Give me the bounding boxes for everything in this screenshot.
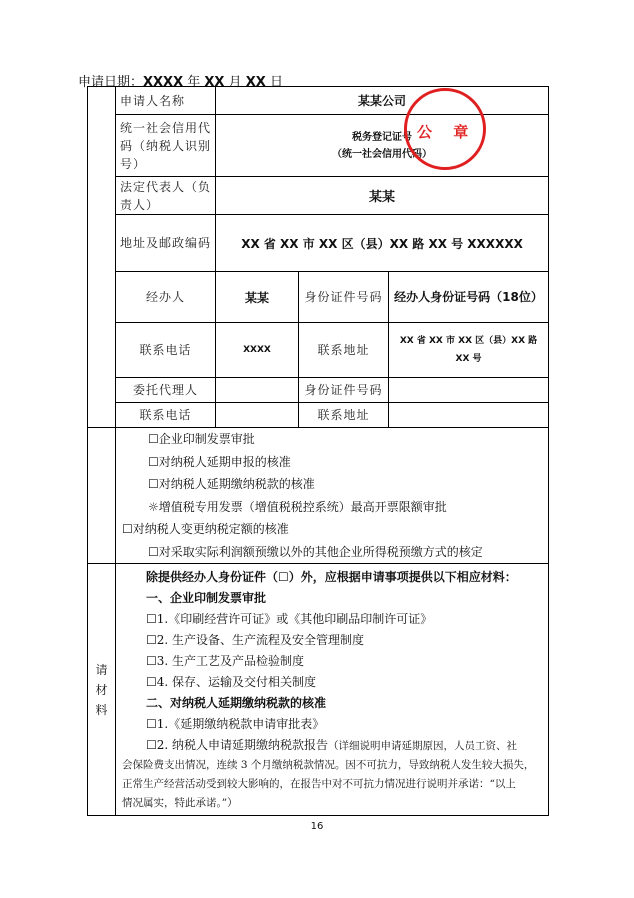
date-label: 申请日期：	[78, 75, 144, 90]
matter-item[interactable]: ☐企业印制发票审批	[148, 432, 255, 446]
matters-list	[122, 428, 544, 563]
handler-value: 某某	[216, 272, 299, 323]
matter-item[interactable]: ☐对纳税人延期申报的核准	[148, 454, 291, 469]
seal-text: 公 章	[417, 123, 477, 141]
credit-code-line2: （统一社会信用代码）	[332, 148, 432, 160]
side-label-char: 请	[95, 662, 108, 677]
section1-title: 一、企业印制发票审批	[146, 591, 267, 605]
material-item[interactable]: ☐2. 生产设备、生产流程及安全管理制度	[146, 633, 365, 647]
year-unit: 年	[187, 75, 201, 90]
material-note-line: 情况属实，特此承诺。”）	[122, 797, 238, 809]
agent-id-label: 身份证件号码	[299, 378, 389, 403]
material-item[interactable]: ☐1.《印刷经营许可证》或《其他印刷品印制许可证》	[146, 612, 433, 626]
side-label-char: 材	[95, 682, 108, 697]
company-seal	[404, 88, 486, 170]
matters-cell	[116, 428, 549, 564]
year-field: XXXX	[143, 75, 184, 90]
materials-intro: 除提供经办人身份证件（☐）外，应根据申请事项提供以下相应材料：	[146, 570, 517, 584]
materials-side-label	[88, 564, 116, 816]
applicant-name-label: 申请人名称	[116, 87, 216, 115]
month-unit: 月	[228, 75, 242, 90]
material-item[interactable]: ☐1.《延期缴纳税款申请审批表》	[146, 717, 325, 731]
material-item-note: （详细说明申请延期原因，人员工资、社	[328, 740, 518, 752]
materials-cell	[116, 564, 549, 816]
handler-id-label: 身份证件号码	[299, 272, 389, 323]
month-field: XX	[204, 75, 225, 90]
handler-address-line1: XX 省 XX 市 XX 区（县）XX 路	[399, 336, 538, 346]
application-form-table	[87, 86, 549, 816]
matter-item[interactable]: ☐对纳税人延期缴纳税款的核准	[148, 477, 315, 491]
address-postcode-label: 地址及邮政编码	[116, 215, 216, 272]
handler-label: 经办人	[116, 272, 216, 323]
legal-rep-value: 某某	[216, 177, 549, 215]
handler-phone-label: 联系电话	[116, 323, 216, 378]
material-note-line: 会保险费支出情况，连续 3 个月缴纳税款情况。因不可抗力，导致纳税人发生较大损失，	[122, 759, 535, 771]
day-unit: 日	[269, 75, 283, 90]
agent-label: 委托代理人	[116, 378, 216, 403]
credit-code-label: 统一社会信用代码（纳税人识别号）	[116, 115, 216, 177]
legal-rep-label: 法定代表人（负责人）	[116, 177, 216, 215]
handler-id-value: 经办人身份证号码（18位）	[389, 272, 549, 323]
agent-address-label: 联系地址	[299, 403, 389, 428]
section2-title: 二、对纳税人延期缴纳税款的核准	[146, 696, 327, 710]
agent-phone-label: 联系电话	[116, 403, 216, 428]
applicant-side-cell	[88, 87, 116, 428]
matters-side-cell	[88, 428, 116, 564]
material-item[interactable]: ☐4. 保存、运输及交付相关制度	[146, 675, 317, 689]
agent-id-value	[389, 378, 549, 403]
day-field: XX	[245, 75, 266, 90]
agent-value	[216, 378, 299, 403]
matter-item[interactable]: ☐对采取实际利润额预缴以外的其他企业所得税预缴方式的核定	[148, 544, 483, 559]
agent-phone-value	[216, 403, 299, 428]
handler-address-label: 联系地址	[299, 323, 389, 378]
credit-code-value	[216, 115, 549, 177]
material-item-lead: ☐2. 纳税人申请延期缴纳税款报告	[146, 738, 329, 752]
applicant-name-value: 某某公司	[216, 87, 549, 115]
material-item-with-note[interactable]	[146, 735, 542, 756]
material-item[interactable]: ☐3. 生产工艺及产品检验制度	[146, 654, 305, 668]
credit-code-line1: 税务登记证号	[352, 131, 412, 143]
handler-address-line2: XX 号	[455, 354, 482, 364]
matter-item[interactable]: ☼增值税专用发票（增值税税控系统）最高开票限额审批	[148, 499, 447, 514]
side-label-char: 料	[95, 702, 108, 717]
address-postcode-value: XX 省 XX 市 XX 区（县）XX 路 XX 号 XXXXXX	[216, 215, 549, 272]
handler-address-value	[389, 323, 549, 378]
material-note-line: 正常生产经营活动受到较大影响的，在报告中对不可抗力情况进行说明并承诺：“以上	[122, 778, 516, 790]
page-number: 16	[310, 821, 324, 832]
matter-item[interactable]: ☐对纳税人变更纳税定额的核准	[122, 522, 289, 536]
handler-phone-value: XXXX	[216, 323, 299, 378]
agent-address-value	[389, 403, 549, 428]
